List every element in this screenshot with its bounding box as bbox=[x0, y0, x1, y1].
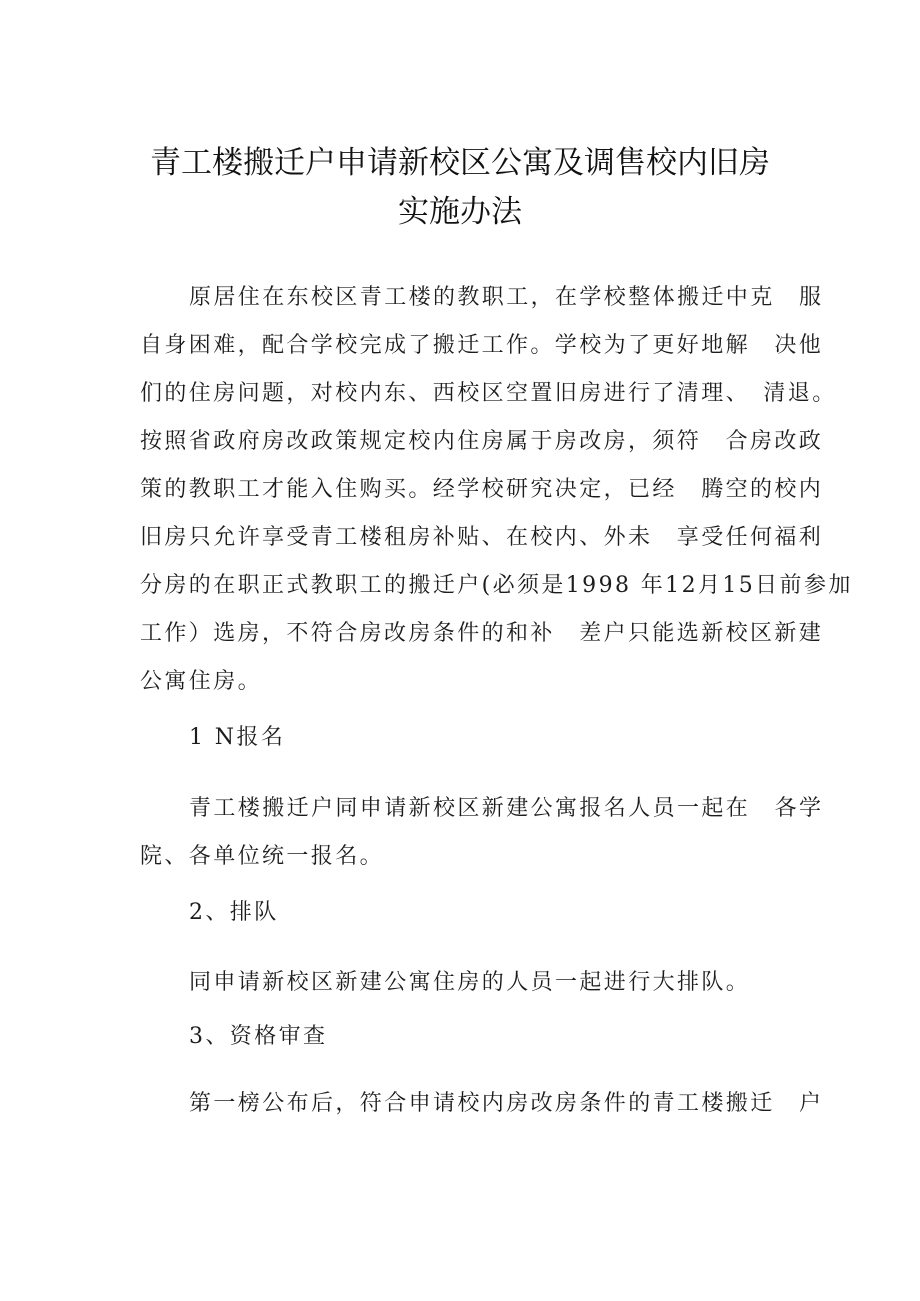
intro-line-7: 分房的在职正式教职工的搬迁户(必须是1998 年12月15日前参加 bbox=[140, 573, 853, 598]
intro-line-3: 们的住房问题，对校内东、西校区空置旧房进行了清理、 清退。 bbox=[140, 381, 837, 406]
intro-line-6: 旧房只允许享受青工楼租房补贴、在校内、外未 享受任何福利 bbox=[140, 525, 824, 550]
section-2-heading: 2、排队 bbox=[189, 900, 279, 925]
intro-line-1: 原居住在东校区青工楼的教职工，在学校整体搬迁中克 服 bbox=[189, 285, 824, 310]
intro-line-2: 自身困难，配合学校完成了搬迁工作。学校为了更好地解 决他 bbox=[140, 333, 824, 358]
section-3-heading: 3、资格审查 bbox=[189, 1024, 328, 1049]
section-2-line-1: 同申请新校区新建公寓住房的人员一起进行大排队。 bbox=[189, 970, 751, 995]
intro-line-4: 按照省政府房改政策规定校内住房属于房改房，须符 合房改政 bbox=[140, 429, 824, 454]
section-1-line-1: 青工楼搬迁户同申请新校区新建公寓报名人员一起在 各学 bbox=[189, 796, 824, 821]
section-1-line-2: 院、各单位统一报名。 bbox=[140, 844, 385, 869]
section-1-heading: 1 N报名 bbox=[189, 725, 286, 750]
intro-line-5: 策的教职工才能入住购买。经学校研究决定，已经 腾空的校内 bbox=[140, 477, 824, 502]
document-title-line-2: 实施办法 bbox=[398, 194, 522, 230]
document-title-line-1: 青工楼搬迁户申请新校区公寓及调售校内旧房 bbox=[150, 145, 770, 181]
intro-line-9: 公寓住房。 bbox=[140, 669, 263, 694]
section-3-line-1: 第一榜公布后，符合申请校内房改房条件的青工楼搬迁 户 bbox=[189, 1091, 824, 1116]
intro-line-8: 工作）选房，不符合房改房条件的和补 差户只能选新校区新建 bbox=[140, 621, 824, 646]
